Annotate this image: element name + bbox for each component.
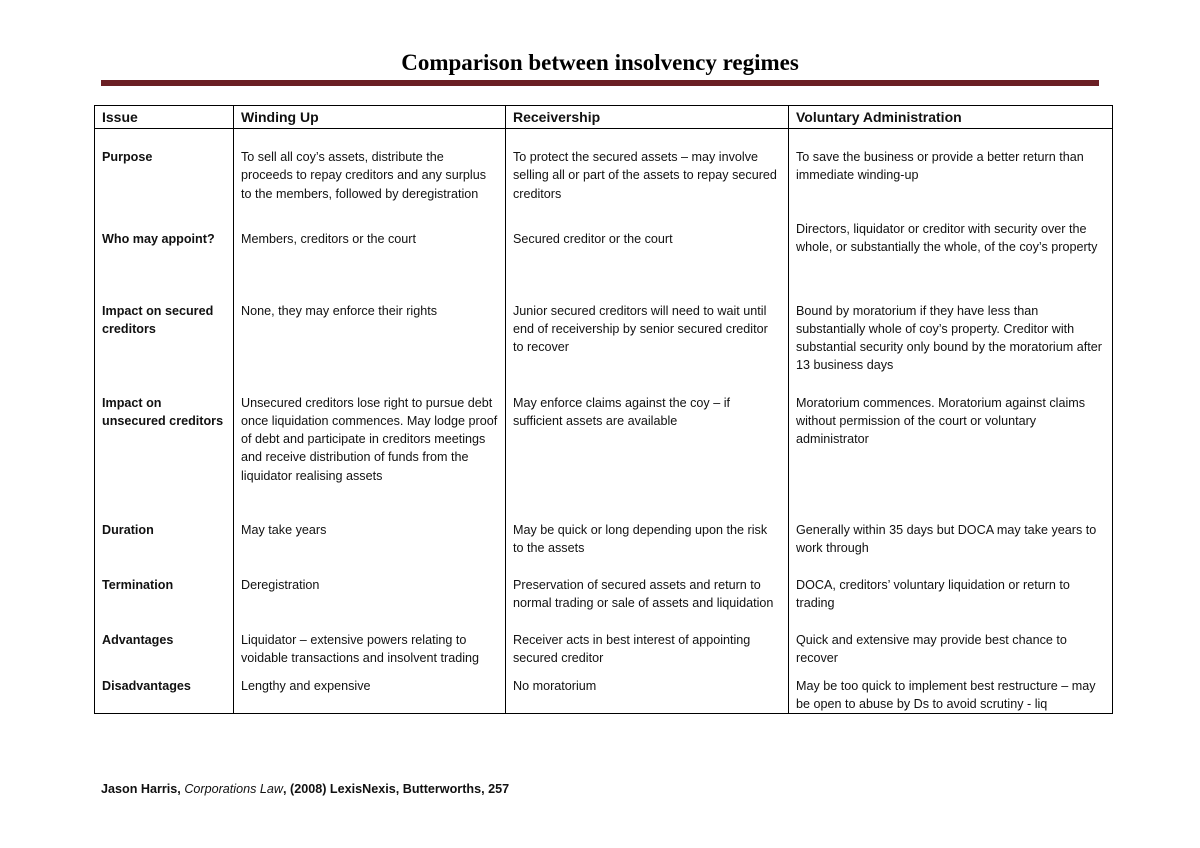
voluntary-administration-cell: Generally within 35 days but DOCA may take years to work through <box>789 512 1113 567</box>
receivership-cell: May enforce claims against the coy – if sufficient assets are available <box>506 385 789 512</box>
column-header-issue: Issue <box>95 106 234 129</box>
winding-up-cell: Liquidator – extensive powers relating to voidable transactions and insolvent trading <box>234 622 506 677</box>
issue-cell: Impact on secured creditors <box>95 293 234 385</box>
winding-up-cell: May take years <box>234 512 506 567</box>
winding-up-cell: Deregistration <box>234 567 506 622</box>
voluntary-administration-cell: Directors, liquidator or creditor with security over the whole, or substantially the whole, of the coy’s property <box>789 220 1113 293</box>
issue-cell: Disadvantages <box>95 677 234 714</box>
voluntary-administration-cell: DOCA, creditors’ voluntary liquidation or return to trading <box>789 567 1113 622</box>
column-header-winding-up: Winding Up <box>234 106 506 129</box>
issue-cell: Impact on unsecured creditors <box>95 385 234 512</box>
receivership-cell: To protect the secured assets – may involve selling all or part of the assets to repay secured creditors <box>506 129 789 220</box>
column-header-receivership: Receivership <box>506 106 789 129</box>
voluntary-administration-cell: Bound by moratorium if they have less than substantially whole of coy’s property. Creditor with substantial security only bound by the moratorium after 13 business days <box>789 293 1113 385</box>
title-divider <box>101 80 1099 86</box>
receivership-cell: Secured creditor or the court <box>506 220 789 293</box>
page-title: Comparison between insolvency regimes <box>401 50 799 75</box>
table-row-advantages <box>95 622 1113 677</box>
receivership-cell: Preservation of secured assets and return to normal trading or sale of assets and liquidation <box>506 567 789 622</box>
table-row-impact-secured <box>95 293 1113 385</box>
citation-book-title: Corporations Law <box>184 782 284 796</box>
issue-cell: Advantages <box>95 622 234 677</box>
issue-cell: Purpose <box>95 129 234 220</box>
voluntary-administration-cell: To save the business or provide a better return than immediate winding-up <box>789 129 1113 220</box>
winding-up-cell: None, they may enforce their rights <box>234 293 506 385</box>
receivership-cell: May be quick or long depending upon the risk to the assets <box>506 512 789 567</box>
comparison-table <box>94 105 1113 714</box>
citation-footer <box>101 782 509 796</box>
table-row-disadvantages <box>95 677 1113 714</box>
winding-up-cell: Unsecured creditors lose right to pursue debt once liquidation commences. May lodge proof of debt and participate in creditors meetings and receive distribution of funds from the liquidator realising assets <box>234 385 506 512</box>
issue-cell: Termination <box>95 567 234 622</box>
issue-cell: Duration <box>95 512 234 567</box>
citation-author: Jason Harris, <box>101 782 185 796</box>
table-row-who-may-appoint <box>95 220 1113 293</box>
table-row-impact-unsecured <box>95 385 1113 512</box>
winding-up-cell: Members, creditors or the court <box>234 220 506 293</box>
table-row-purpose <box>95 129 1113 220</box>
voluntary-administration-cell: Moratorium commences. Moratorium against claims without permission of the court or voluntary administrator <box>789 385 1113 512</box>
citation-publisher: , (2008) LexisNexis, Butterworths, 257 <box>283 782 510 796</box>
column-header-voluntary-administration: Voluntary Administration <box>789 106 1113 129</box>
table-header-row <box>95 106 1113 129</box>
table-row-duration <box>95 512 1113 567</box>
voluntary-administration-cell: May be too quick to implement best restructure – may be open to abuse by Ds to avoid scrutiny - liq <box>789 677 1113 714</box>
voluntary-administration-cell: Quick and extensive may provide best chance to recover <box>789 622 1113 677</box>
receivership-cell: Junior secured creditors will need to wait until end of receivership by senior secured creditor to recover <box>506 293 789 385</box>
receivership-cell: No moratorium <box>506 677 789 714</box>
receivership-cell: Receiver acts in best interest of appointing secured creditor <box>506 622 789 677</box>
table-row-termination <box>95 567 1113 622</box>
issue-cell: Who may appoint? <box>95 220 234 293</box>
winding-up-cell: To sell all coy’s assets, distribute the proceeds to repay creditors and any surplus to the members, followed by deregistration <box>234 129 506 220</box>
winding-up-cell: Lengthy and expensive <box>234 677 506 714</box>
